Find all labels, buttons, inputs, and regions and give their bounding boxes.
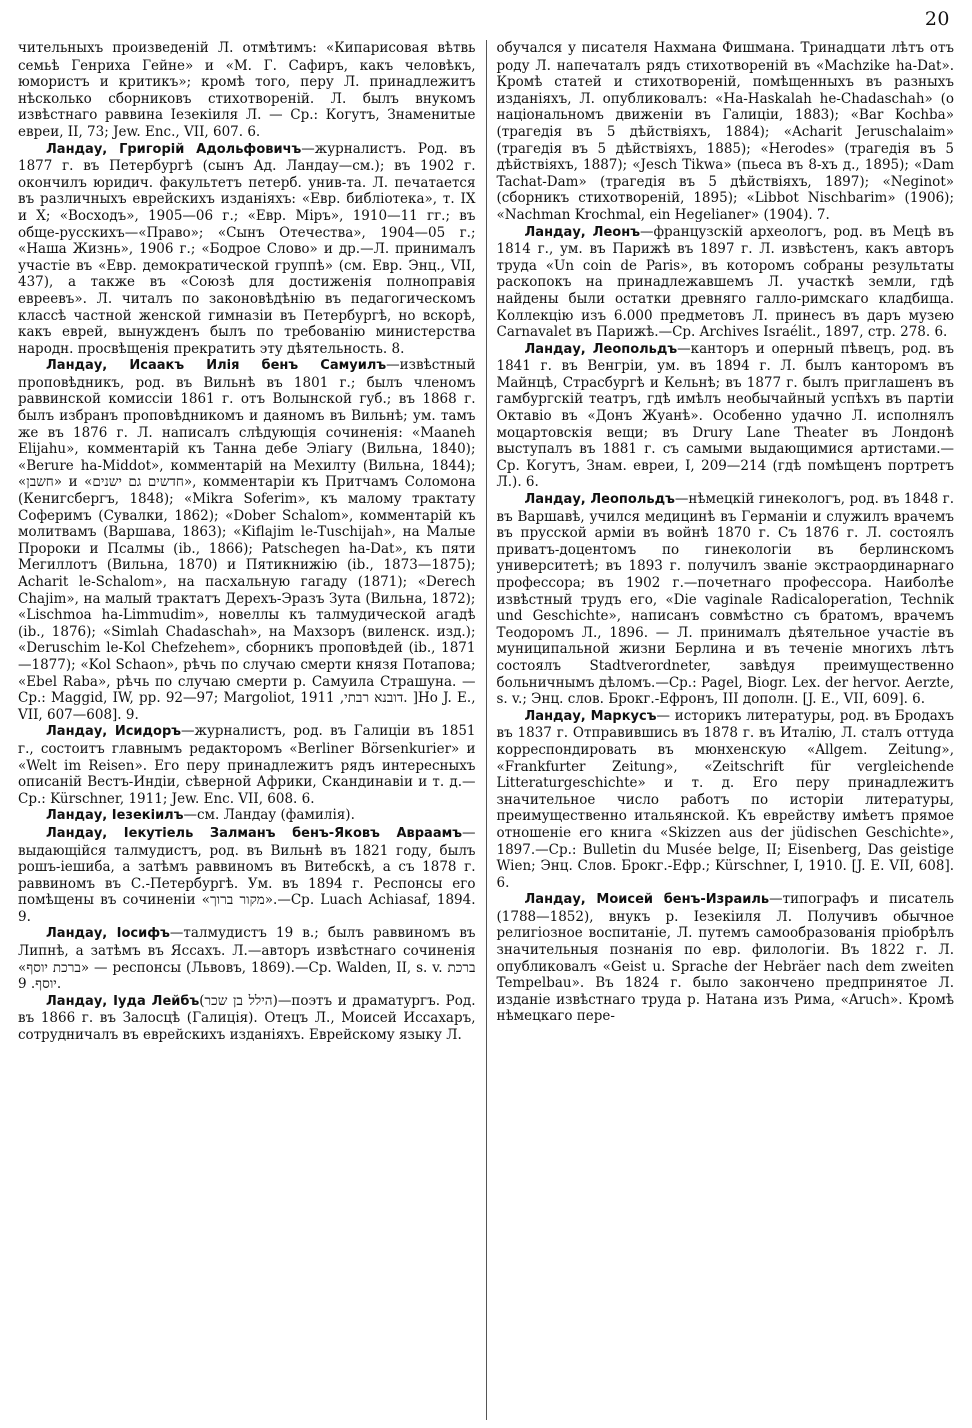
entry-body: —нѣмецкій гинекологъ, род. въ 1848 г. въ Варшавѣ, учился медицинѣ въ Германіи и служилъ врачемъ въ прусской арміи въ войнѣ 1870 г. Съ 1876 г. Л. состоялъ приватъ-доцентомъ по гинекологіи въ берлинскомъ университетѣ; въ 1893 г. получилъ званіе экстраординарнаго профессора; въ 1902 г.—почетнаго профессора. Наиболѣе извѣстный трудъ его, «Die vaginale Radicaloperation, Technik und Geschichte», написанъ совмѣстно съ братомъ, врачемъ Теодоромъ Л., 1896. — Л. принималъ дѣятельное участіе въ муниципальной жизни Берлина и въ теченіе многихъ лѣтъ состоялъ Stadtverordneter, завѣдуя преимущественно больничнымъ дѣломъ.—Ср.: Pagel, Biogr. Lex. der hervor. Aerzte, s. v.; Энц. слов. Брокг.-Ефронъ, III дополн. [J. E., VII, 609]. 6.: [496, 491, 954, 708]
entry-body: —французскій археологъ, род. въ Мецѣ въ 1814 г., ум. въ Парижѣ въ 1897 г. Л. извѣстенъ, какъ авторъ труда «Un coin de Paris», въ которомъ собраны результаты раскопокъ на принадлежавшемъ Л. участкѣ земли, гдѣ найдены были остатки древняго галло-римскаго кладбища. Коллекцію изъ 6.000 предметовъ Л. принесъ въ даръ музею Carnavalet въ Парижѣ.—Ср. Archives Israélit., 1897, стр. 278. 6.: [496, 223, 954, 341]
entry-landau-iosif: [18, 925, 476, 992]
text-columns: [14, 40, 958, 1420]
entry-heading: Ландау, Маркусъ: [524, 708, 657, 724]
entry-body: —типографъ и писатель (1788—1852), внукъ р. Іезекіиля Л. Получивъ обычное религіозное воспитаніе, Л. путемъ самообразованія пріобрѣлъ значительныя познанія по евр. филологіи. Въ 1822 г. Л. опубликовалъ «Geist u. Sprache der Hebräer nach dem zweiten Tempelbau». Въ 1824 г. было закончено предпринятое Л. изданіе извѣстнаго труда р. Натана изъ Рима, «Aruch». Кромѣ нѣмецкаго пере-: [496, 891, 954, 1025]
entry-continuation: обучался у писателя Нахмана Фишмана. Тринадцати лѣтъ отъ роду Л. напечаталъ рядъ стихотвореній въ «Machzike ha-Dat». Кромѣ статей и стихотвореній, помѣщенныхъ въ разныхъ изданіяхъ, Л. опубликовалъ: «Ha-Haskalah he-Chadaschah» (о національномъ движеніи въ Галиціи, 1883); «Bar Kochba» (трагедія въ 5 дѣйствіяхъ, 1884); «Acharit Jeruschalaim» (трагедія въ 5 дѣйствіяхъ, 1885); «Herodes» (трагедія въ 5 дѣйствіяхъ, 1887); «Jesch Tikwa» (пьеса въ 8-хъ д., 1895); «Dam Tachat-Dam» (трагедія въ 5 дѣйствіяхъ, 1897); «Neginot» (сборникъ стихотвореній, 1895); «Libbot Nischbarim» (1906); «Nachman Krochmal, ein Hegelianer» (1904). 7.: [496, 40, 954, 223]
entry-body: —выдающійся талмудистъ, род. въ Вильнѣ въ 1821 году, былъ рошъ-іешиба, а затѣмъ раввиномъ въ Витебскѣ, а съ 1878 г. раввиномъ въ С.-Петербургѣ. Ум. въ 1894 г. Респонсы его помѣщены въ сочиненіи «מקור ברוך».—Ср. Luach Achiasaf, 1894. 9.: [18, 824, 476, 925]
entry-landau-moisey: [497, 891, 955, 1025]
entry-landau-iezekiil: [18, 807, 476, 825]
entry-landau-isaak-iliya: [18, 357, 476, 723]
entry-landau-iuda-leyb: [18, 993, 476, 1044]
entry-landau-grigoriy: [18, 141, 476, 358]
entry-body: — историкъ литературы, род. въ Бродахъ въ 1837 г. Отправившись въ 1878 г. въ Италію, Л. сталъ оттуда корреспондировать въ мюнхенскую «Allgem. Zeitung», «Frankfurter Zeitung», «Zeitschrift für vergleichende Litteraturgeschichte» и т. д. Его перу принадлежитъ значительное число работъ по исторіи литературы, преимущественно итальянской. Къ еврейству имѣетъ прямое отношеніе его книга «Skizzen aus der jüdischen Geschichte», 1897.—Ср.: Bulletin du Musée belge, II; Eisenberg, Das geistige Wien; Энц. Слов. Брокг.-Ефр.; Kürschner, I, 1910. [J. E. VII, 608]. 6.: [496, 707, 954, 891]
entry-heading: Ландау, Іезекіилъ: [46, 808, 184, 824]
entry-heading: Ландау, Исаакъ Илія бенъ Самуилъ: [46, 358, 387, 374]
entry-landau-leopold-gynecologist: [497, 491, 955, 708]
left-column: [14, 40, 487, 1420]
entry-body: —журналистъ, род. въ Галиціи въ 1851 г., состоитъ главнымъ редакторомъ «Berliner Börsenkurier» и «Welt im Reisen». Его перу принадлежитъ рядъ интересныхъ описаній Вестъ-Индіи, сѣверной Африки, Скандинавіи и т. д.—Ср.: Kürschner, 1911; Jew. Enc. VII, 608. 6.: [18, 723, 476, 807]
entry-heading: Ландау, Исидоръ: [46, 724, 182, 740]
right-column: [487, 40, 959, 1420]
entry-landau-leon: [497, 224, 955, 341]
entry-heading: Ландау, Леопольдъ: [524, 341, 678, 357]
entry-landau-markus: [497, 708, 955, 892]
entry-landau-isidor: [18, 723, 476, 807]
entry-heading: Ландау, Іосифъ: [46, 926, 170, 942]
entry-body: —см. Ландау (фамилія).: [183, 807, 355, 824]
entry-heading: Ландау, Григорій Адольфовичъ: [46, 141, 302, 157]
page-number: 20: [924, 8, 950, 30]
entry-body: —канторъ и оперный пѣвецъ, род. въ 1841 г. въ Венгріи, ум. въ 1894 г. Л. былъ канторомъ въ Майнцѣ, Страсбургѣ и Кельнѣ; въ 1877 г. былъ приглашенъ въ гамбургскій театръ, гдѣ имѣлъ необычайный успѣхъ въ партіи Октавіо въ «Донъ Жуанѣ». Особенно удачно Л. исполнялъ моцартовскія вещи; въ Drury Lane Theater въ Лондонѣ выступалъ въ 1881 г. съ самыми выдающимися артистами.—Ср. Когутъ, Знам. евреи, I, 209—214 (гдѣ помѣщенъ портретъ Л.). 6.: [496, 340, 954, 491]
entry-landau-iekutiel: [18, 825, 476, 926]
entry-continuation: чительныхъ произведеній Л. отмѣтимъ: «Кипарисовая вѣтвь семьѣ Генриха Гейне» и «М. Г. Сафиръ, какъ человѣкъ, юмористъ и критикъ»; кромѣ того, перу Л. принадлежитъ нѣсколько сборниковъ стихотвореній. Л. былъ внукомъ извѣстнаго раввина Іезекіиля Л. — Ср.: Когутъ, Знаменитые евреи, II, 73; Jew. Enc., VII, 607. 6.: [18, 40, 476, 140]
entry-heading: Ландау, Леонъ: [524, 224, 640, 240]
entry-body: —талмудистъ 19 в.; былъ раввиномъ въ Липнѣ, а затѣмъ въ Яссахъ. Л.—авторъ извѣстнаго сочиненія «ברכת יוסף» — респонсы (Львовъ, 1869).—Ср. Walden, II, s. v. ברכת יוסף. 9.: [18, 925, 476, 993]
entry-heading: Ландау, Іуда Лейбъ: [46, 993, 200, 1009]
entry-heading: Ландау, Леопольдъ: [524, 492, 675, 508]
entry-heading: Ландау, Моисей бенъ-Израиль: [524, 892, 770, 908]
entry-landau-leopold-cantor: [497, 341, 955, 491]
entry-body: —журналистъ. Род. въ 1877 г. въ Петербургѣ (сынъ Ад. Ландау—см.); въ 1902 г. окончилъ юридич. факультетъ петерб. унив-та. Л. печатается въ различныхъ еврейскихъ изданіяхъ: «Евр. библіотека», т. IX и X; «Восходъ», 1905—06 г.; «Евр. Міръ», 1910—11 гг.; въ обще-русскихъ—«Право»; «Сынъ Отечества», 1904—05 г.; «Наша Жизнь», 1906 г.; «Бодрое Слово» и др.—Л. принималъ участіе въ «Евр. демократической группѣ» (см. Евр. Энц., VII, 437), а также въ «Союзѣ для достиженія полноправія евреевъ». Л. читалъ по законовѣдѣнію въ педагогическомъ классѣ частной женской гимназіи въ Петербургѣ, но вскорѣ, какъ еврей, вынужденъ былъ по требованію министерства народн. просвѣщенія прекратить эту дѣятельность. 8.: [18, 140, 476, 357]
entry-body: —извѣстный проповѣдникъ, род. въ Вильнѣ въ 1801 г.; былъ членомъ раввинской комиссіи 1861 г. отъ Волынской губ.; въ 1868 г. былъ избранъ проповѣдникомъ и даяномъ въ Вильнѣ; ум. тамъ же въ 1876 г. Л. написалъ слѣдующія сочиненія: «Maaneh Elijahu», комментарій къ Танна дебе Эліагу (Вильна, 1840); «Berure ha-Middot», комментарій на Мехилту (Вильна, 1844); «חשבן» и «חדשים גם ישנים», комментаріи къ Притчамъ Соломона (Кенигсбергъ, 1848); «Mikra Soferim», къ малому трактату Соферимъ (Сувалки, 1862); «Dober Schalom», комментарій къ молитвамъ (Варшава, 1863); «Kiflajim le-Tuschijah», на Малые Пророки и Псалмы (ib., 1866); Patschegen ha-Dat», къ пяти Мегиллотъ (Вильна, 1870) и Пятикнижію (ib., 1873—1875); Acharit le-Schalom», на пасхальную гагаду (1871); «Derech Chajim», на малый трактатъ Дерехъ-Эразъ Зута (Вильна, 1872); «Lischmoa ha-Limmudim», новеллы къ талмудической агадѣ (ib., 1876); «Simlah Chadaschah», на Махзоръ (виленск. изд.); «Deruschim le-Kol Chefzehem», сборникъ проповѣдей (ib., 1871—1877); «Kol Schaon», рѣчь по случаю смерти князя Потапова; «Ebel Raba», рѣчь по случаю смерти р. Самуила Страшуна. — Ср.: Maggid, IW, pp. 92—97; Margoliot, דובנא רבתי, 1911. ]Но J. E., VII, 607—608]. 9.: [18, 357, 476, 723]
entry-heading: Ландау, Іекутіель Залманъ бенъ-Яковъ Авраамъ: [46, 825, 462, 841]
entry-body: (הילל בן שכר)—поэтъ и драматургъ. Род. въ 1866 г. въ Залосцѣ (Галиція). Отецъ Л., Моисей Иссахаръ, сотрудничалъ въ еврейскихъ изданіяхъ. Еврейскому языку Л.: [18, 992, 476, 1044]
